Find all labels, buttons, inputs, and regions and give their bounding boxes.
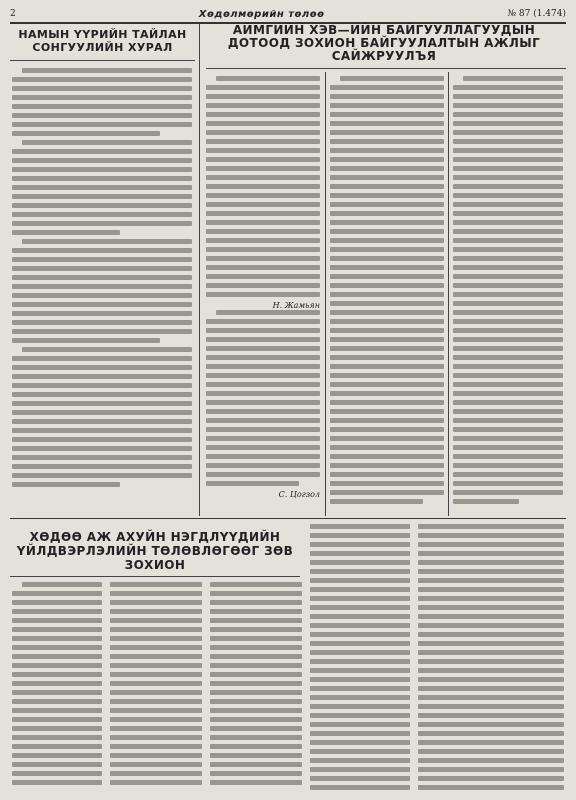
bottom-body-1 [12, 582, 102, 796]
right-article-body-1 [330, 76, 444, 514]
section-divider [10, 518, 566, 519]
right-article-headline: АЙМГИЙН ХЭВ—ИЙН БАЙГУУЛЛАГУУДЫН ДОТООД ЗОХИОН БАЙГУУЛАЛТЫН АЖЛЫГ САЙЖРУУЛЪЯ [227, 23, 541, 63]
column-rule [325, 72, 326, 516]
headline-underline [206, 68, 566, 69]
bottom-article-headline: ХӨДӨӨ АЖ АХУЙН НЭГДЛҮҮДИЙН ҮЙЛДВЭРЛЭЛИЙН ТӨЛӨВЛӨГӨӨГ ЗӨВ ЗОХИОН [16, 530, 294, 572]
newspaper-title: Хөдөлмөрийн төлөө [198, 8, 325, 20]
top-section [10, 24, 566, 516]
page-number: 2 [10, 9, 16, 19]
left-article-body [12, 68, 192, 514]
bottom-body-3 [210, 582, 302, 796]
signature-1: Н. Жамьян [272, 301, 320, 310]
right-article-body-2 [453, 76, 563, 514]
headline-underline-bottom [10, 576, 300, 577]
issue-number: № 87 (1.474) [507, 9, 566, 19]
left-article-headline: НАМЫН ҮҮРИЙН ТАЙЛАН СОНГУУЛИЙН ХУРАЛ [18, 28, 187, 54]
bottom-body-2 [110, 582, 202, 796]
bottom-body-4 [310, 524, 410, 796]
column-rule [448, 72, 449, 516]
masthead [10, 6, 566, 24]
headline-underline-left [10, 60, 195, 61]
bottom-body-5 [418, 524, 564, 796]
column-rule [199, 24, 200, 516]
bottom-section [10, 520, 566, 800]
signature-2: С. Цогзол [278, 490, 320, 499]
middle-column-body [206, 76, 320, 514]
